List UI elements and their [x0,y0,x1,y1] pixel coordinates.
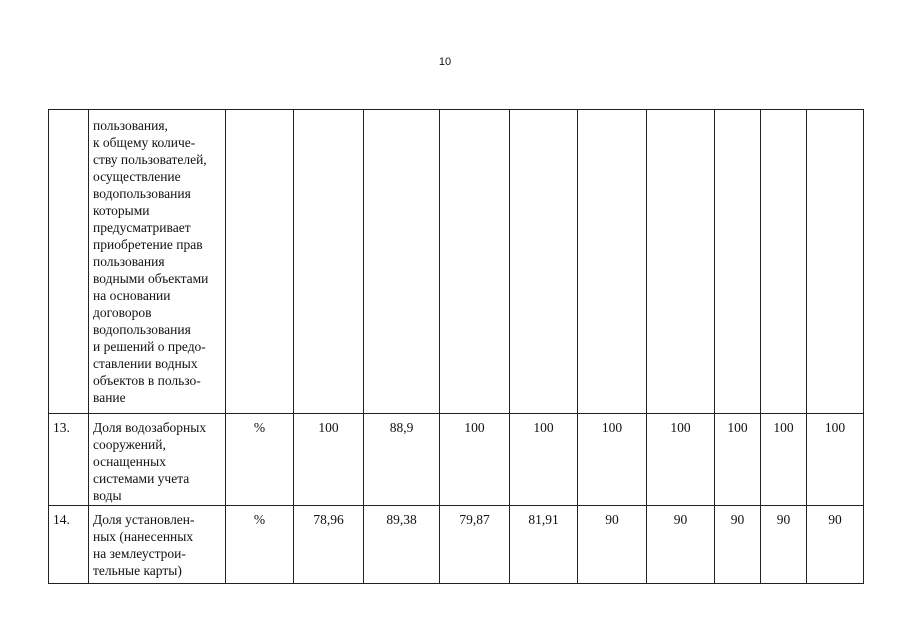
page-number: 10 [438,56,452,68]
indicator-name-line: сооружений, [93,437,166,452]
value-cell: 100 [294,414,364,506]
value-cell: 81,91 [510,506,578,584]
indicator-name-line: тельные карты) [93,563,182,578]
indicator-name-cell [89,506,226,584]
indicator-name-line: ставлении водных [93,356,198,371]
value-cell: 90 [761,506,807,584]
indicator-name-line: Доля установлен- [93,512,195,527]
indicator-name-line: водопользования [93,186,191,201]
value-cell: 100 [440,414,510,506]
indicator-name-line: на основании [93,288,171,303]
indicator-name-line: пользования, [93,118,168,133]
indicator-name-line: ству пользователей, [93,152,207,167]
value-cell: 100 [647,414,715,506]
row-number-cell: 14. [49,506,89,584]
value-cell [510,110,578,414]
value-cell: 90 [807,506,864,584]
indicator-name-cell [89,414,226,506]
indicator-name-line: и решений о предо- [93,339,206,354]
value-cell [440,110,510,414]
indicator-name-line: пользования [93,254,165,269]
unit-cell: % [226,414,294,506]
indicator-name-cell [89,110,226,414]
value-cell [294,110,364,414]
value-cell [761,110,807,414]
unit-cell [226,110,294,414]
table-row [49,414,864,506]
value-cell: 90 [578,506,647,584]
value-cell: 100 [715,414,761,506]
indicator-name-line: системами учета [93,471,190,486]
value-cell [364,110,440,414]
value-cell [578,110,647,414]
value-cell: 88,9 [364,414,440,506]
value-cell: 89,38 [364,506,440,584]
value-cell: 100 [807,414,864,506]
value-cell: 90 [647,506,715,584]
table-row [49,110,864,414]
indicator-name-line: вание [93,390,126,405]
unit-cell: % [226,506,294,584]
value-cell: 79,87 [440,506,510,584]
value-cell: 90 [715,506,761,584]
indicator-name-line: воды [93,488,122,503]
table-body [49,110,864,584]
value-cell: 78,96 [294,506,364,584]
indicator-name-line: договоров [93,305,152,320]
value-cell: 100 [761,414,807,506]
row-number-cell [49,110,89,414]
indicator-name-line: предусматривает [93,220,191,235]
value-cell [715,110,761,414]
indicator-name-line: которыми [93,203,150,218]
value-cell: 100 [578,414,647,506]
value-cell [807,110,864,414]
value-cell [647,110,715,414]
indicator-name-line: Доля водозаборных [93,420,207,435]
indicator-name-line: ных (нанесенных [93,529,194,544]
indicator-name-line: объектов в пользо- [93,373,201,388]
indicator-name-line: водными объектами [93,271,209,286]
table-row [49,506,864,584]
value-cell: 100 [510,414,578,506]
indicator-name-line: водопользования [93,322,191,337]
indicator-name-line: приобретение прав [93,237,203,252]
indicator-name-line: осуществление [93,169,181,184]
indicator-name-line: оснащенных [93,454,166,469]
indicator-name-line: на землеустрои- [93,546,186,561]
indicator-name-line: к общему количе- [93,135,196,150]
row-number-cell: 13. [49,414,89,506]
indicators-table [48,109,864,584]
